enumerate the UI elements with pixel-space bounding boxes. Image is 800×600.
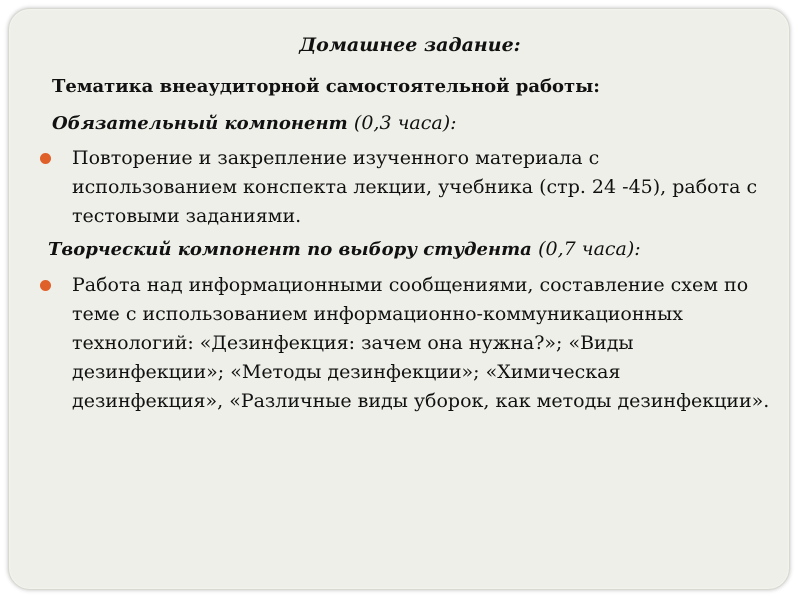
bullet-icon [40, 280, 51, 291]
creative-label: Творческий компонент по выбору студента [48, 239, 532, 260]
bullet-icon [40, 153, 51, 164]
creative-heading [48, 238, 641, 260]
creative-hours: (0,7 часа): [538, 238, 641, 260]
mandatory-heading [52, 112, 457, 134]
slide-title-text: Домашнее задание: [299, 34, 521, 56]
slide-title [0, 34, 800, 56]
creative-item-text: Работа над информационными сообщениями, составление схем по теме с использованием информационно-коммуникационных технологий: «Дезинфекция: зачем она нужна?»; «Виды дезинфекции»; «Методы дезинфекции»; «Химическая дезинфекция», «Различные виды уборок, как методы дезинфекции». [72, 274, 770, 412]
creative-list-item [40, 271, 770, 416]
mandatory-list-item [40, 144, 770, 231]
mandatory-label: Обязательный компонент [52, 113, 348, 134]
mandatory-item-text: Повторение и закрепление изученного материала с использованием конспекта лекции, учебника (стр. 24 -45), работа с тестовыми заданиями. [72, 147, 758, 227]
theme-heading: Тематика внеаудиторной самостоятельной работы: [52, 76, 600, 97]
mandatory-hours: (0,3 часа): [353, 112, 457, 134]
